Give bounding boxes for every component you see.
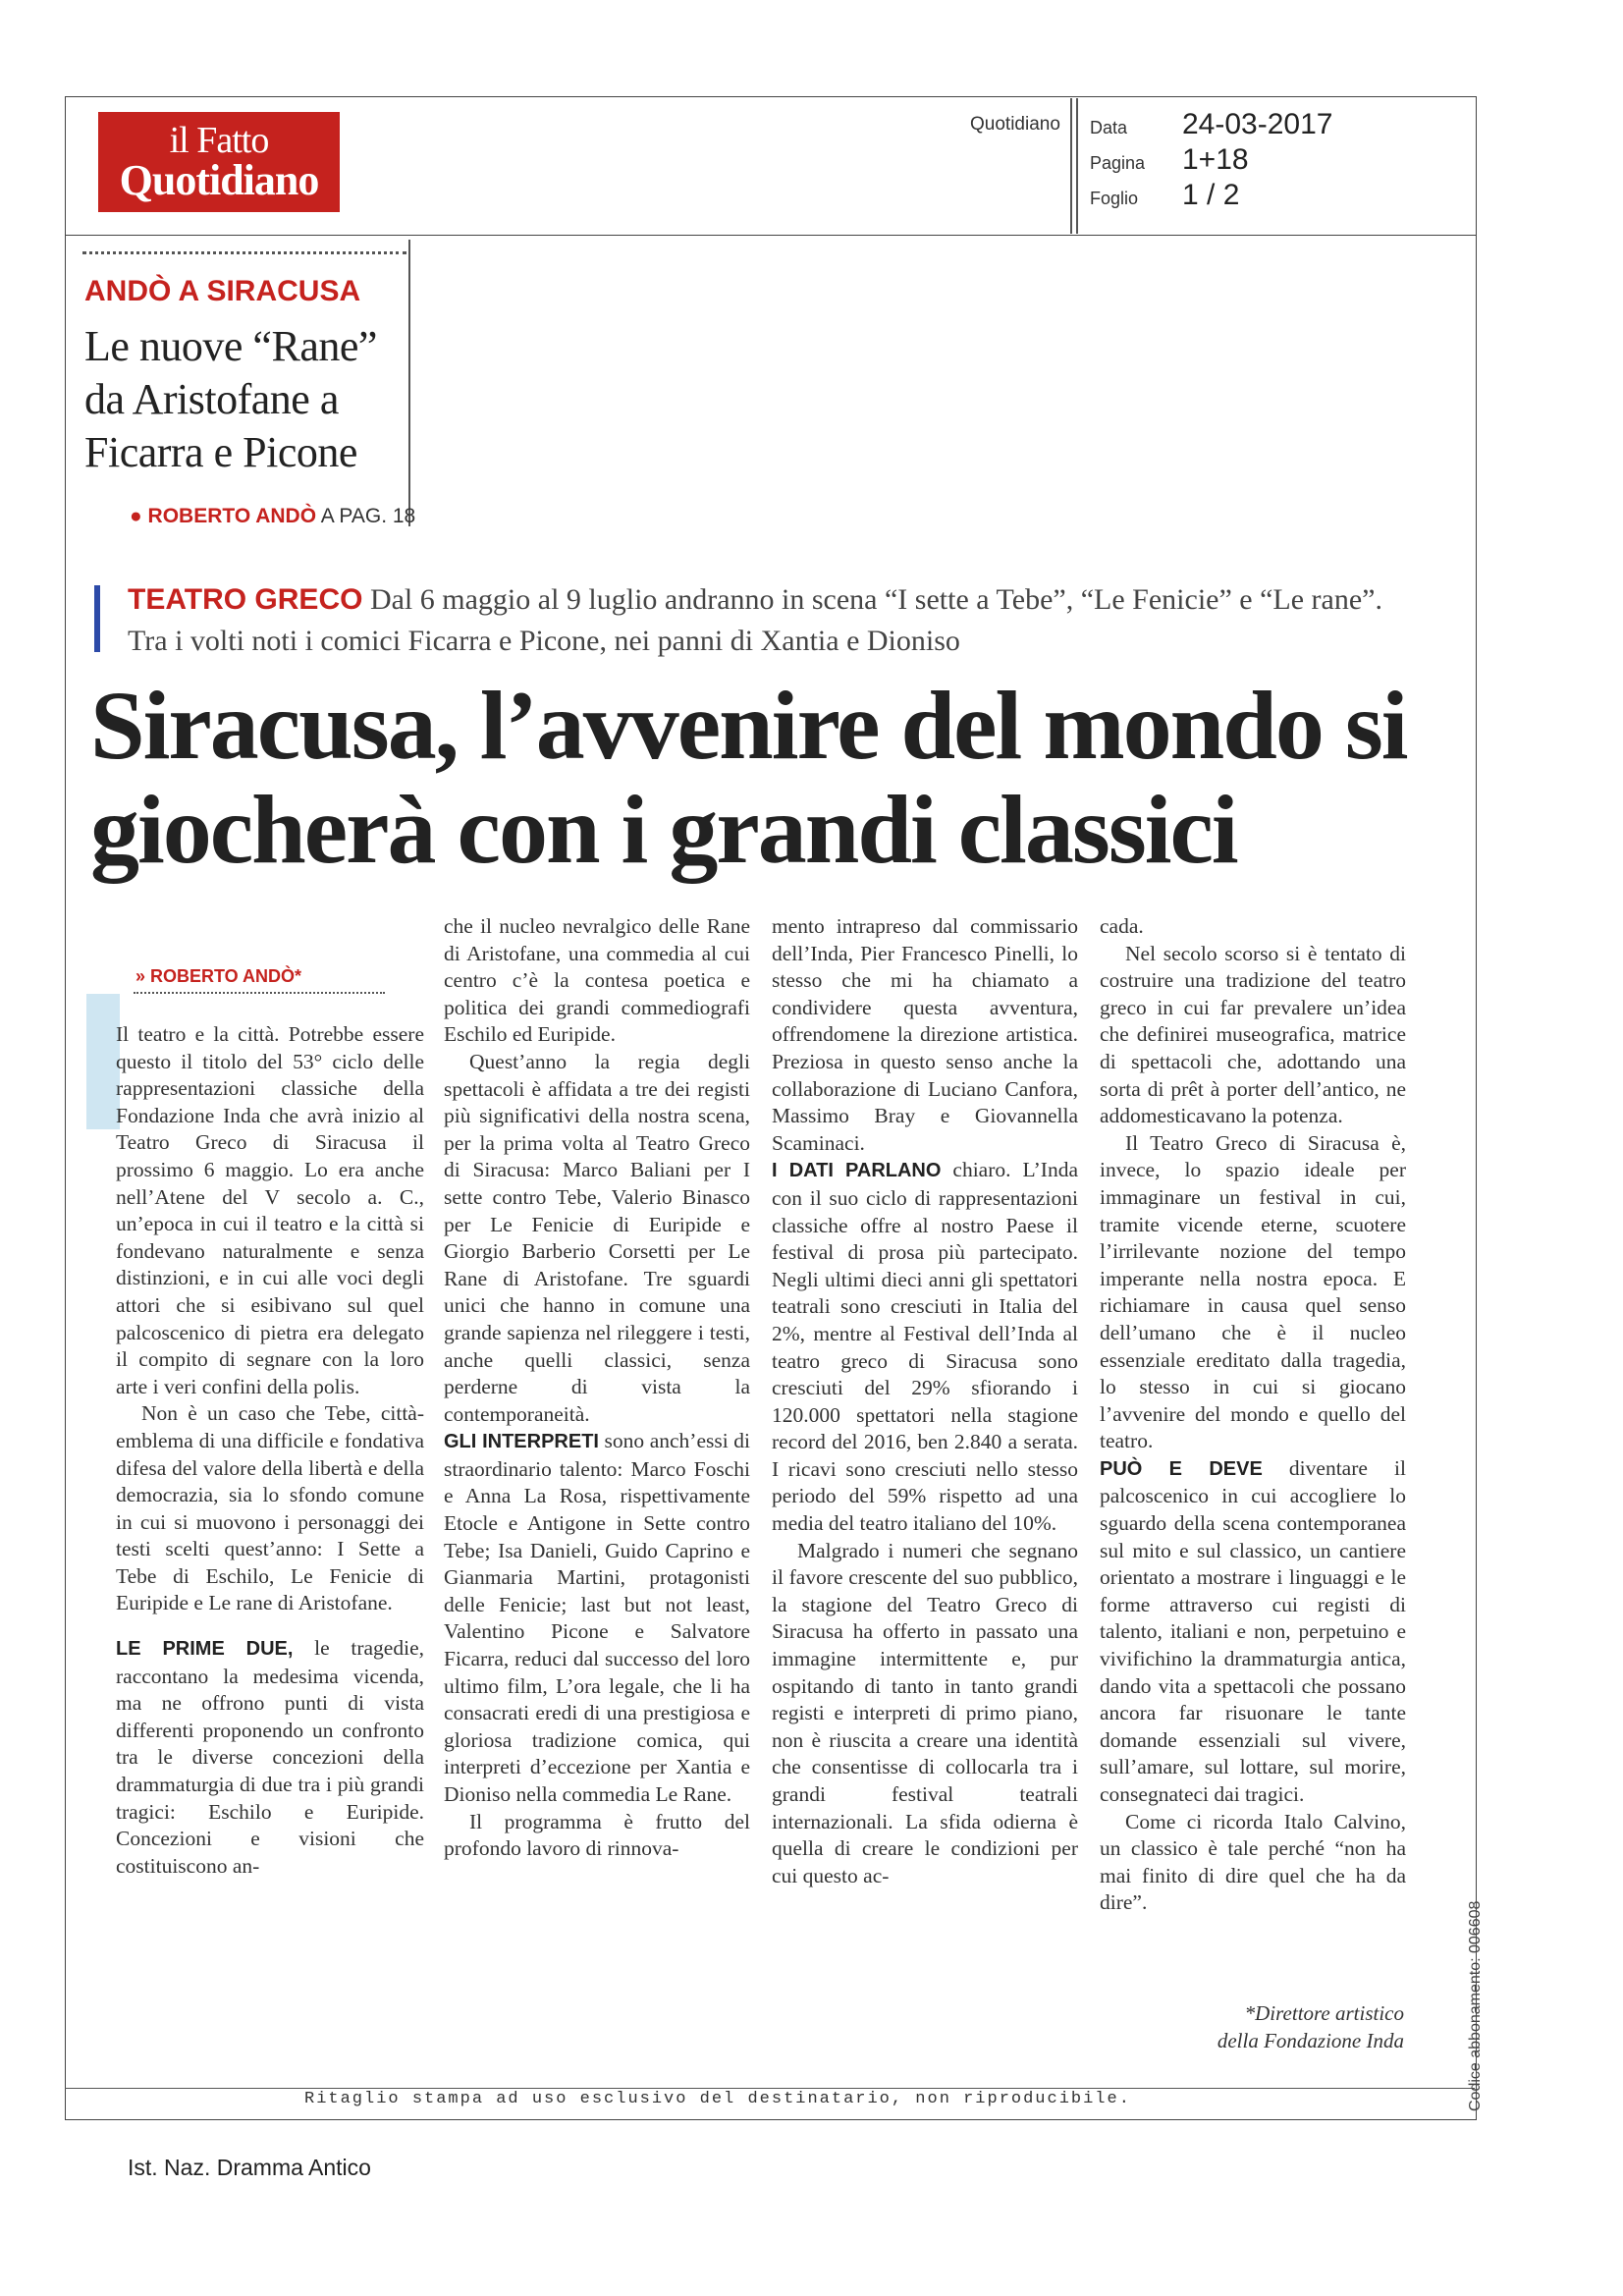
col4-paragraph: Nel secolo scorso si è tentato di costruire una tradizione del teatro greco in cui far prevalere un’idea che definirei museografica, matrice di spettacoli che, adottando una sorta di prêt à porter dell’antico, ne addomesticavano la potenza. [1100,941,1406,1128]
col1-paragraph [116,1635,424,1880]
teaser-divider [408,240,410,526]
teaser-title: Le nuove “Rane” da Aristofane a Ficarra e Picone [84,322,377,476]
signature-line1: *Direttore artistico [1244,2001,1404,2025]
col3-text: chiaro. L’Inda con il suo ciclo di rappresentazioni classiche offre al nostro Paese il festival di prosa più partecipato. Negli ultimi dieci anni gli spettatori teatrali sono cresciuti in Italia del 2%, mentre al Festival dell’Inda al teatro greco di Siracusa sono cresciuti del 29% sfiorando i 120.000 spettatori nella stagione record del 2016, ben 2.840 a serata. I ricavi sono cresciuti nello stesso periodo del 59% rispetto ad una media del teatro italiano del 10%. [772,1158,1078,1536]
col1-lead: LE PRIME DUE, [116,1638,294,1661]
signature-line2: della Fondazione Inda [1217,2029,1404,2052]
teaser-byline-ref: A PAG. 18 [320,505,416,527]
logo-line1: il Fatto [169,120,269,161]
col3-paragraph: Malgrado i numeri che segnano il favore crescente del suo pubblico, la stagione del Teatro Greco di Siracusa ha offerto in passato una immagine intermittente e, pur ospitando di tanto in tanto grandi registi e interpreti di primo piano, non è riuscita a creare una identità che consentisse di collocarla tra i grandi festival teatrali internazionali. La sfida odierna è quella di creare le condizioni per cui questo ac- [772,1538,1078,1887]
col1-text: le tragedie, raccontano la medesima vicenda, ma ne offrono punti di vista differenti proponendo un confronto tra le diverse concezioni della drammaturgia di due tra i più grandi tragici: Eschilo e Euripide. Concezioni e visioni che costituiscono an- [116,1636,424,1878]
teaser-byline [130,505,415,528]
occhiello [128,579,1404,662]
publication-type: Quotidiano [970,114,1060,135]
dropcap [86,994,120,1129]
col2-lead: GLI INTERPRETI [444,1431,599,1453]
col3-paragraph: mento intrapreso dal commissario dell’Inda, Pier Francesco Pinelli, lo stesso che mi ha chiamato a condividere questa avventura, offrendomene la direzione artistica. Preziosa in questo senso anche la collaborazione di Luciano Canfora, Massimo Bray e Giovannella Scaminaci. [772,914,1078,1155]
occhiello-bar [94,585,100,652]
col2-paragraph [444,1428,750,1808]
col2-paragraph: Quest’anno la regia degli spettacoli è affidata a tre dei registi più significativi della nostra scena, per la prima volta al Teatro Greco di Siracusa: Marco Baliani per I sette contro Tebe, Valerio Binasco per Le Fenicie di Euripide e Giorgio Barberio Corsetti per Le Rane di Aristofane. Tre sguardi unici che hanno in comune una grande sapienza nel rileggere i testi, anche quelli classici, senza perderne di vista la contemporaneità. [444,1049,750,1426]
col2-text: sono anch’essi di straordinario talento: Marco Foschi e Anna La Rosa, rispettivamente Etocle e Antigone in Sette contro Tebe; Isa Danieli, Guido Caprino e Gianmaria Martini, protagonisti delle Fenicie; last but not least, Valentino Picone e Salvatore Ficarra, reduci dal successo del loro ultimo film, L’ora legale, che li ha consacrati eredi di una prestigiosa e gloriosa tradizione comica, qui interpreti d’eccezione per Xantia e Dioniso nella commedia Le Rane. [444,1429,750,1806]
signature [1139,1999,1404,2054]
pagina-label: Pagina [1090,153,1146,173]
col1-paragraph: Non è un caso che Tebe, città-emblema di una difficile e fondativa difesa del valore della libertà e della democrazia, sia lo sfondo comune in cui si muovono i personaggi dei testi scelti quest’anno: I Sette a Tebe di Eschilo, Le Fenicie di Euripide e Le rane di Aristofane. [116,1401,424,1615]
data-label: Data [1090,118,1128,137]
footer-notice: Ritaglio stampa ad uso esclusivo del destinatario, non riproducibile. [304,2090,1131,2108]
headline: Siracusa, l’avvenire del mondo si giocherà con i grandi classici [90,671,1407,884]
teaser-byline-name: ROBERTO ANDÒ [147,505,317,527]
column-2 [444,913,750,1863]
column-4 [1100,913,1406,1917]
col4-text: diventare il palcoscenico in cui accogliere lo sguardo della scena contemporanea sul mito e sul classico, un cantiere orientato a mostrare i linguaggi e le forme attraverso cui registi di talento, italiani e non, perpetuino e vivifichino la drammaturgia antica, dando vita a spettacoli che possano ancora far risuonare le tante domande essenziali sul vivere, sull’amare, sul lottare, sul morire, consegnateci dai tragici. [1100,1455,1406,1806]
col2-paragraph: Il programma è frutto del profondo lavoro di rinnova- [444,1809,750,1861]
teaser-dotted-rule [82,251,406,254]
occhiello-kicker: TEATRO GRECO [128,583,363,616]
occhiello-text: Dal 6 maggio al 9 luglio andranno in scena “I sette a Tebe”, “Le Fenicie” e “Le rane”. Tra i volti noti i comici Ficarra e Picone, nei panni di Xantia e Dioniso [128,583,1382,657]
data-value: 24-03-2017 [1182,108,1333,140]
teaser-kicker: ANDÒ A SIRACUSA [84,275,361,307]
logo-line2: Quotidiano [119,156,319,204]
header-divider [1070,98,1072,234]
column-3 [772,913,1078,1889]
newspaper-logo [98,112,340,212]
source-label: Ist. Naz. Dramma Antico [128,2155,371,2180]
col2-paragraph: che il nucleo nevralgico delle Rane di Aristofane, una commedia al cui centro c’è la contesa poetica e politica dei grandi commediografi Eschilo ed Euripide. [444,914,750,1047]
col3-paragraph [772,1157,1078,1537]
column-1 [116,1021,424,1880]
col4-paragraph: Il Teatro Greco di Siracusa è, invece, lo spazio ideale per immaginare un festival in cui, tramite vicende eterne, scuotere l’irrilevante nozione del tempo imperante nella nostra epoca. E richiamare in causa quel senso dell’umano che è il nucleo essenziale ereditato dalla tragedia, lo stesso in cui si giocano l’avvenire del mondo e quello del teatro. [1100,1130,1406,1453]
subscription-code: Codice abbonamento: 006608 [1467,1900,1484,2111]
arrow-icon: ● [130,505,142,527]
foglio-label: Foglio [1090,189,1139,208]
col4-lead: PUÒ E DEVE [1100,1457,1263,1480]
foglio-value: 1 / 2 [1182,179,1240,211]
col3-lead: I DATI PARLANO [772,1160,942,1182]
col4-paragraph [1100,1455,1406,1809]
header-divider-2 [1076,98,1078,234]
pagina-value: 1+18 [1182,143,1249,176]
col4-paragraph: cada. [1100,914,1144,938]
col4-paragraph: Come ci ricorda Italo Calvino, un classico è tale perché “non ha mai finito di dire quel che ha da dire”. [1100,1809,1406,1915]
article-byline: » ROBERTO ANDÒ* [135,966,302,986]
col1-paragraph: Il teatro e la città. Potrebbe essere questo il titolo del 53° ciclo delle rappresentazioni classiche della Fondazione Inda che avrà inizio al Teatro Greco di Siracusa il prossimo 6 maggio. Lo era anche nell’Atene del V secolo a. C., un’epoca in cui il teatro e la città si fondevano naturalmente e senza distinzioni, e in cui alle voci degli attori che si esibivano sul quel palcoscenico di pietra era delegato il compito di segnare con la loro arte i veri confini della polis. [116,1022,424,1398]
byline-dotted-rule [134,992,385,994]
